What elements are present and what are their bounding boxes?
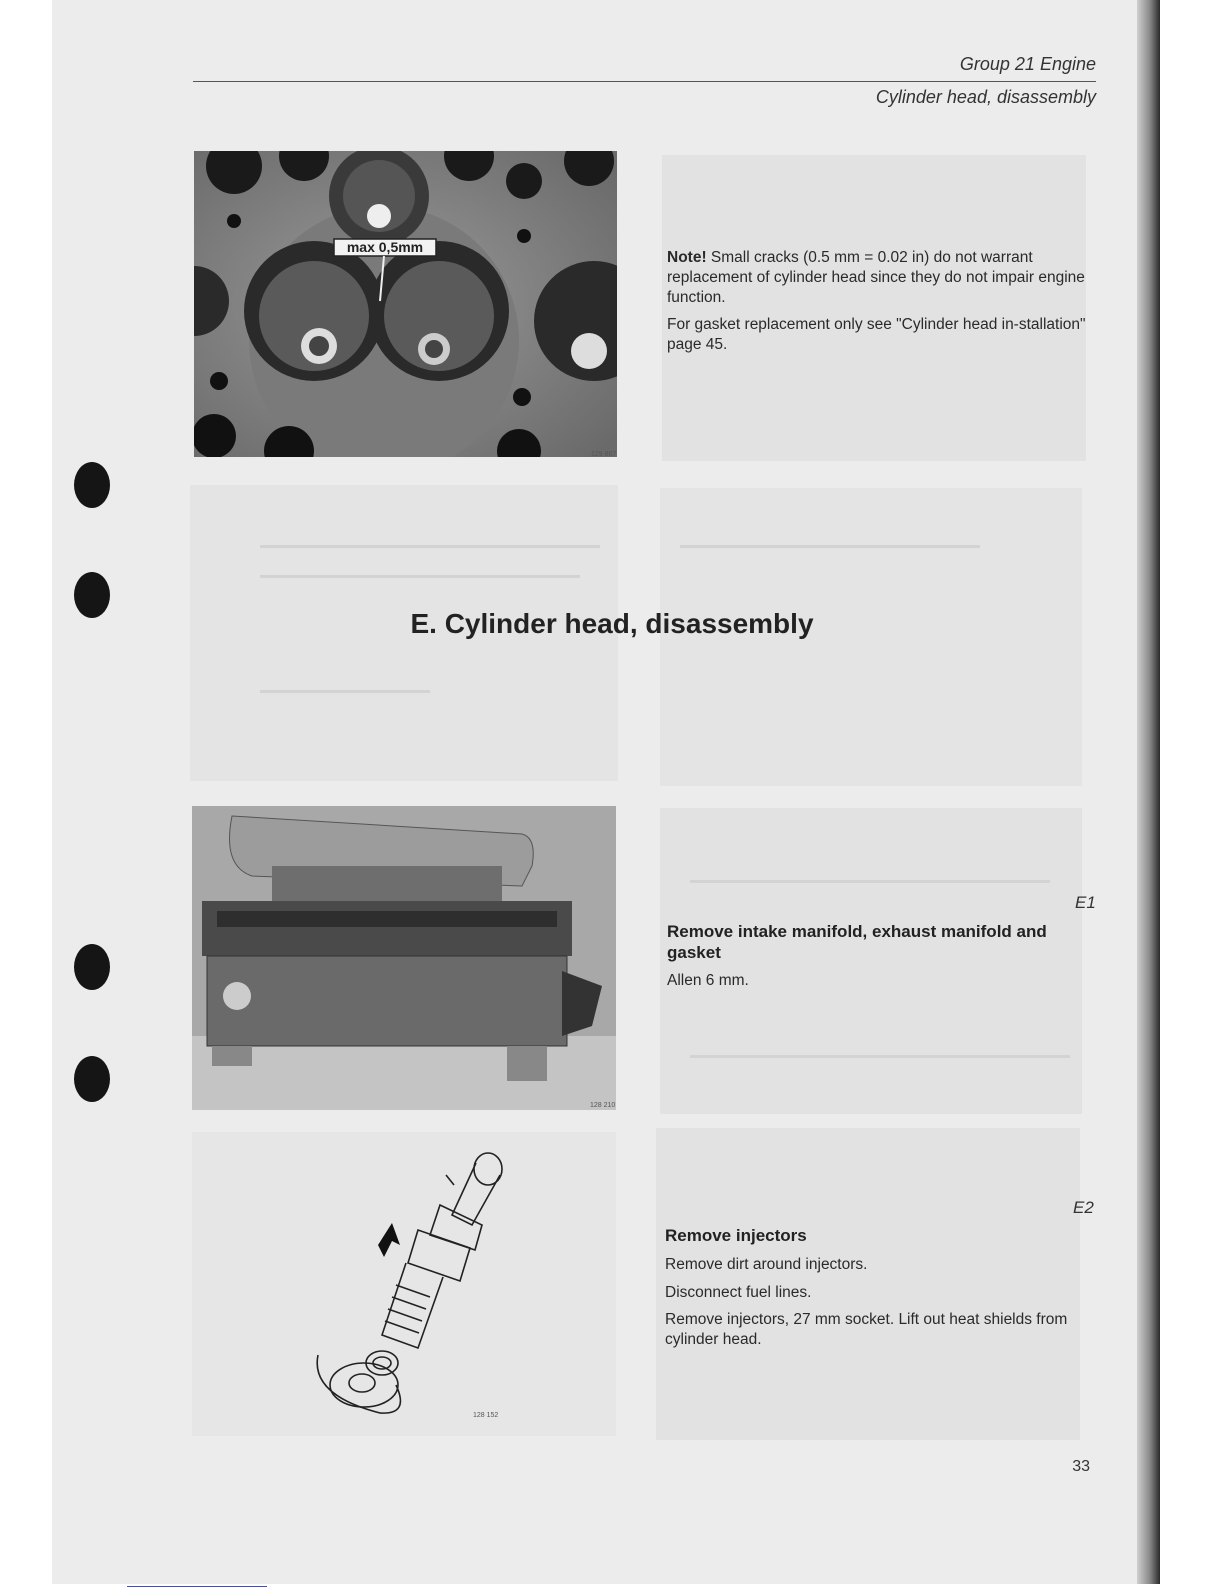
- step-e1-title: Remove intake manifold, exhaust manifold and gasket: [667, 922, 1047, 962]
- show-through-text: [260, 575, 580, 578]
- figure-code: 128 210: [590, 1102, 616, 1109]
- step-e1-text: Allen 6 mm.: [667, 972, 749, 990]
- punch-hole: [74, 462, 110, 508]
- header-group: Group 21 Engine: [959, 54, 1096, 74]
- step-e2-line: Remove dirt around injectors.: [665, 1255, 868, 1273]
- show-through-text: [260, 690, 430, 693]
- punch-hole: [74, 944, 110, 990]
- page-number: 33: [1072, 1458, 1090, 1475]
- figure-code: 128 152: [473, 1412, 499, 1419]
- step-e2-block: [665, 1226, 1095, 1358]
- injector-illustration: [300, 1145, 520, 1425]
- header-section: Cylinder head, disassembly: [875, 87, 1096, 107]
- show-through-text: [690, 1055, 1070, 1058]
- note-text: Small cracks (0.5 mm = 0.02 in) do not warrant replacement of cylinder head since they do not impair engine function.: [667, 249, 1085, 306]
- step-e1-block: [667, 922, 1099, 999]
- section-heading: E. Cylinder head, disassembly: [410, 608, 814, 639]
- step-label-e2: E2: [1073, 1198, 1094, 1217]
- gasket-reference: For gasket replacement only see "Cylinder head in-stallation" page 45.: [667, 316, 1086, 354]
- show-through-text: [690, 880, 1050, 883]
- step-label-e1: E1: [1075, 893, 1096, 912]
- manifold-photo: [192, 806, 616, 1110]
- step-e2-line: Remove injectors, 27 mm socket. Lift out heat shields from cylinder head.: [665, 1311, 1068, 1349]
- punch-hole: [74, 1056, 110, 1102]
- max-crack-label: max 0,5mm: [346, 239, 424, 255]
- note-block: [667, 248, 1097, 363]
- step-e2-title: Remove injectors: [665, 1226, 807, 1245]
- binder-edge: [1137, 0, 1160, 1584]
- show-through-text: [260, 545, 600, 548]
- figure-code: 129 867: [591, 451, 617, 458]
- show-through-text: [680, 545, 980, 548]
- cylinder-head-crack-photo: [194, 151, 617, 457]
- step-e2-line: Disconnect fuel lines.: [665, 1283, 812, 1301]
- note-lead: Note!: [667, 249, 707, 266]
- header-rule: [193, 81, 1096, 82]
